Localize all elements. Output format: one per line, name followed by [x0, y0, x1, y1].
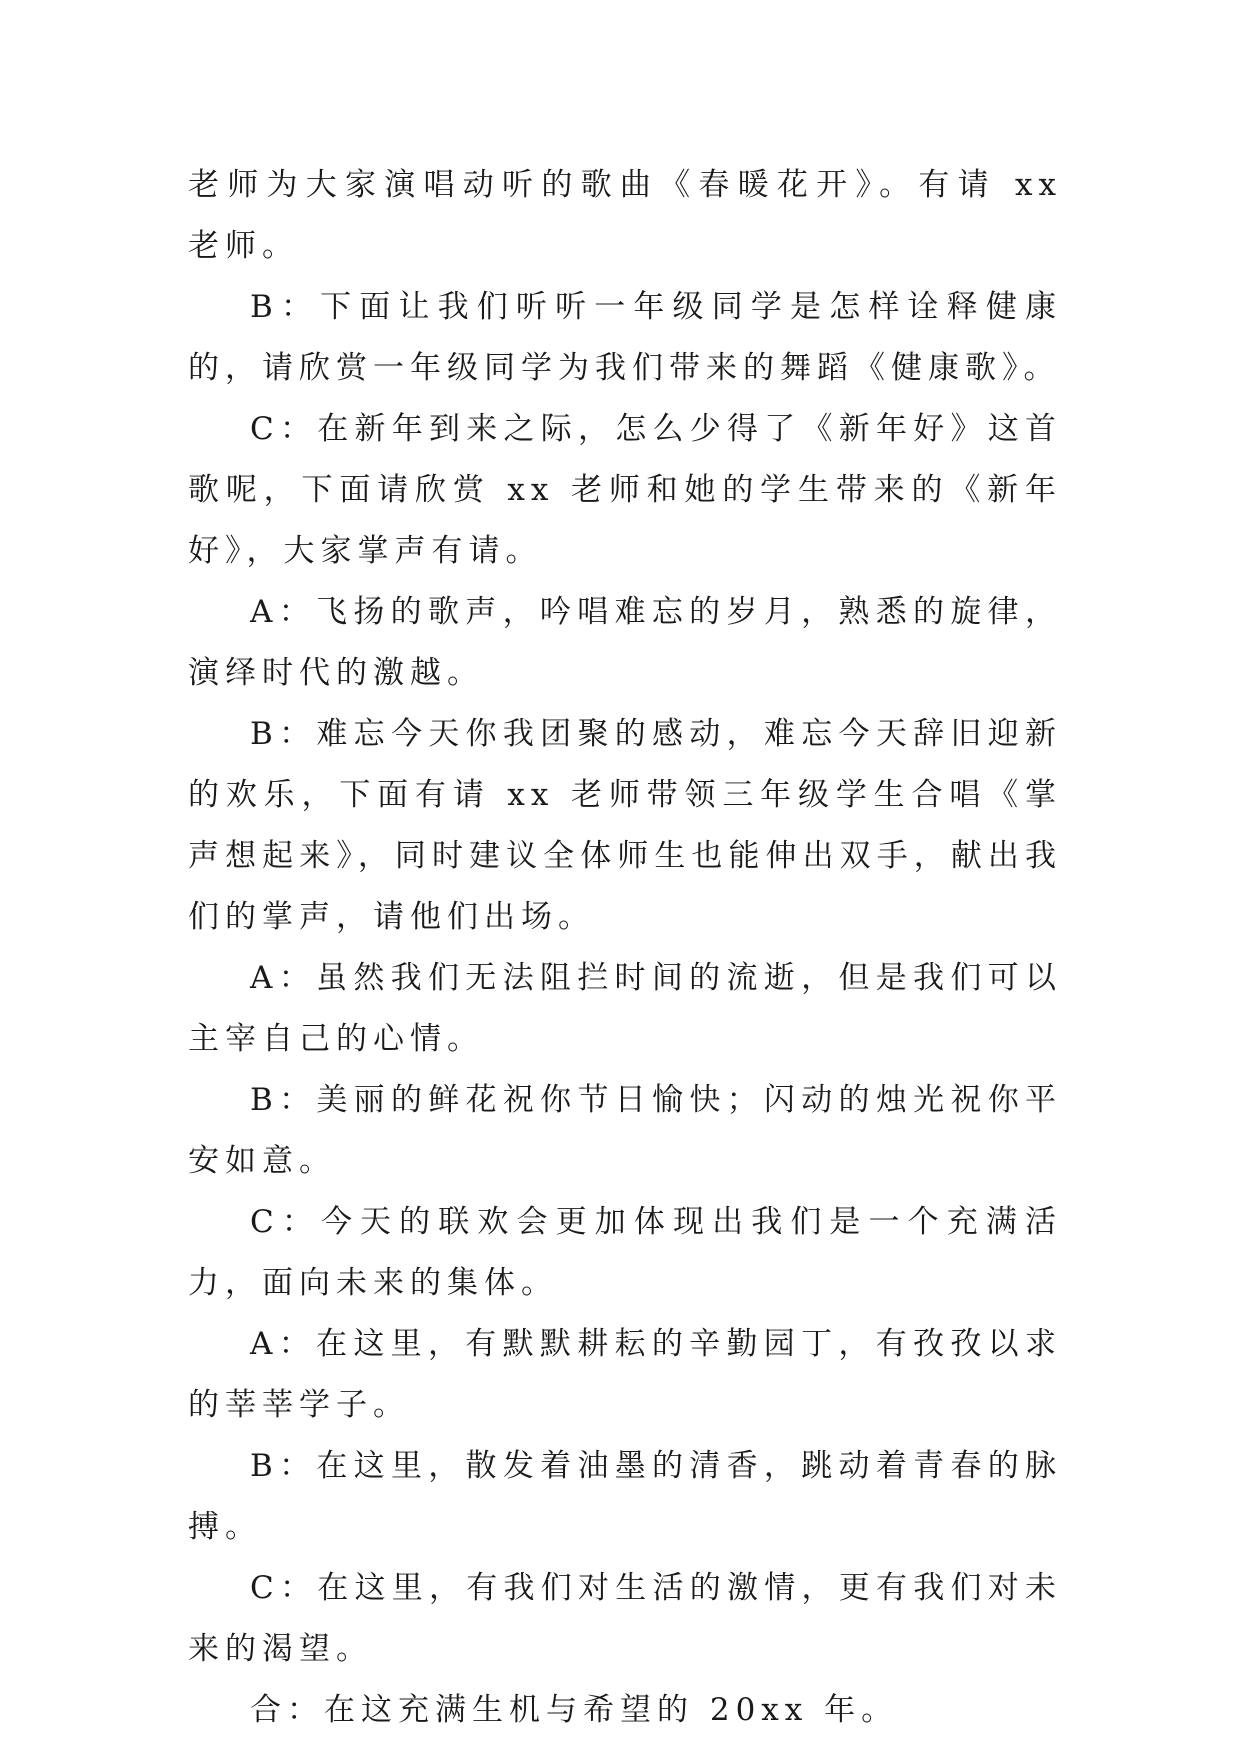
paragraph-8: C：今天的联欢会更加体现出我们是一个充满活力，面向未来的集体。: [188, 1204, 1062, 1301]
paragraph-5: B：难忘今天你我团聚的感动，难忘今天辞旧迎新的欢乐，下面有请 xx 老师带领三年级学生合唱《掌声想起来》，同时建议全体师生也能伸出双手，献出我们的掌声，请他们出场。: [188, 716, 1062, 935]
paragraph-6: A：虽然我们无法阻拦时间的流逝，但是我们可以主宰自己的心情。: [188, 960, 1062, 1057]
paragraph-11: C：在这里，有我们对生活的激情，更有我们对未来的渴望。: [188, 1570, 1062, 1667]
paragraph-1: 老师为大家演唱动听的歌曲《春暖花开》。有请 xx 老师。: [188, 167, 1062, 264]
paragraph-4: A：飞扬的歌声，吟唱难忘的岁月，熟悉的旋律，演绎时代的激越。: [188, 594, 1062, 691]
paragraph-9: A：在这里，有默默耕耘的辛勤园丁，有孜孜以求的莘莘学子。: [188, 1326, 1062, 1423]
paragraph-3: C：在新年到来之际，怎么少得了《新年好》这首歌呢，下面请欣赏 xx 老师和她的学生带来的《新年好》，大家掌声有请。: [188, 411, 1062, 569]
paragraph-7: B：美丽的鲜花祝你节日愉快；闪动的烛光祝你平安如意。: [188, 1082, 1062, 1179]
paragraph-12: 合：在这充满生机与希望的 20xx 年。: [250, 1692, 899, 1728]
paragraph-10: B：在这里，散发着油墨的清香，跳动着青春的脉搏。: [188, 1448, 1062, 1545]
paragraph-2: B：下面让我们听听一年级同学是怎样诠释健康的，请欣赏一年级同学为我们带来的舞蹈《健康歌》。: [188, 289, 1062, 386]
document-body: [188, 155, 1062, 1741]
